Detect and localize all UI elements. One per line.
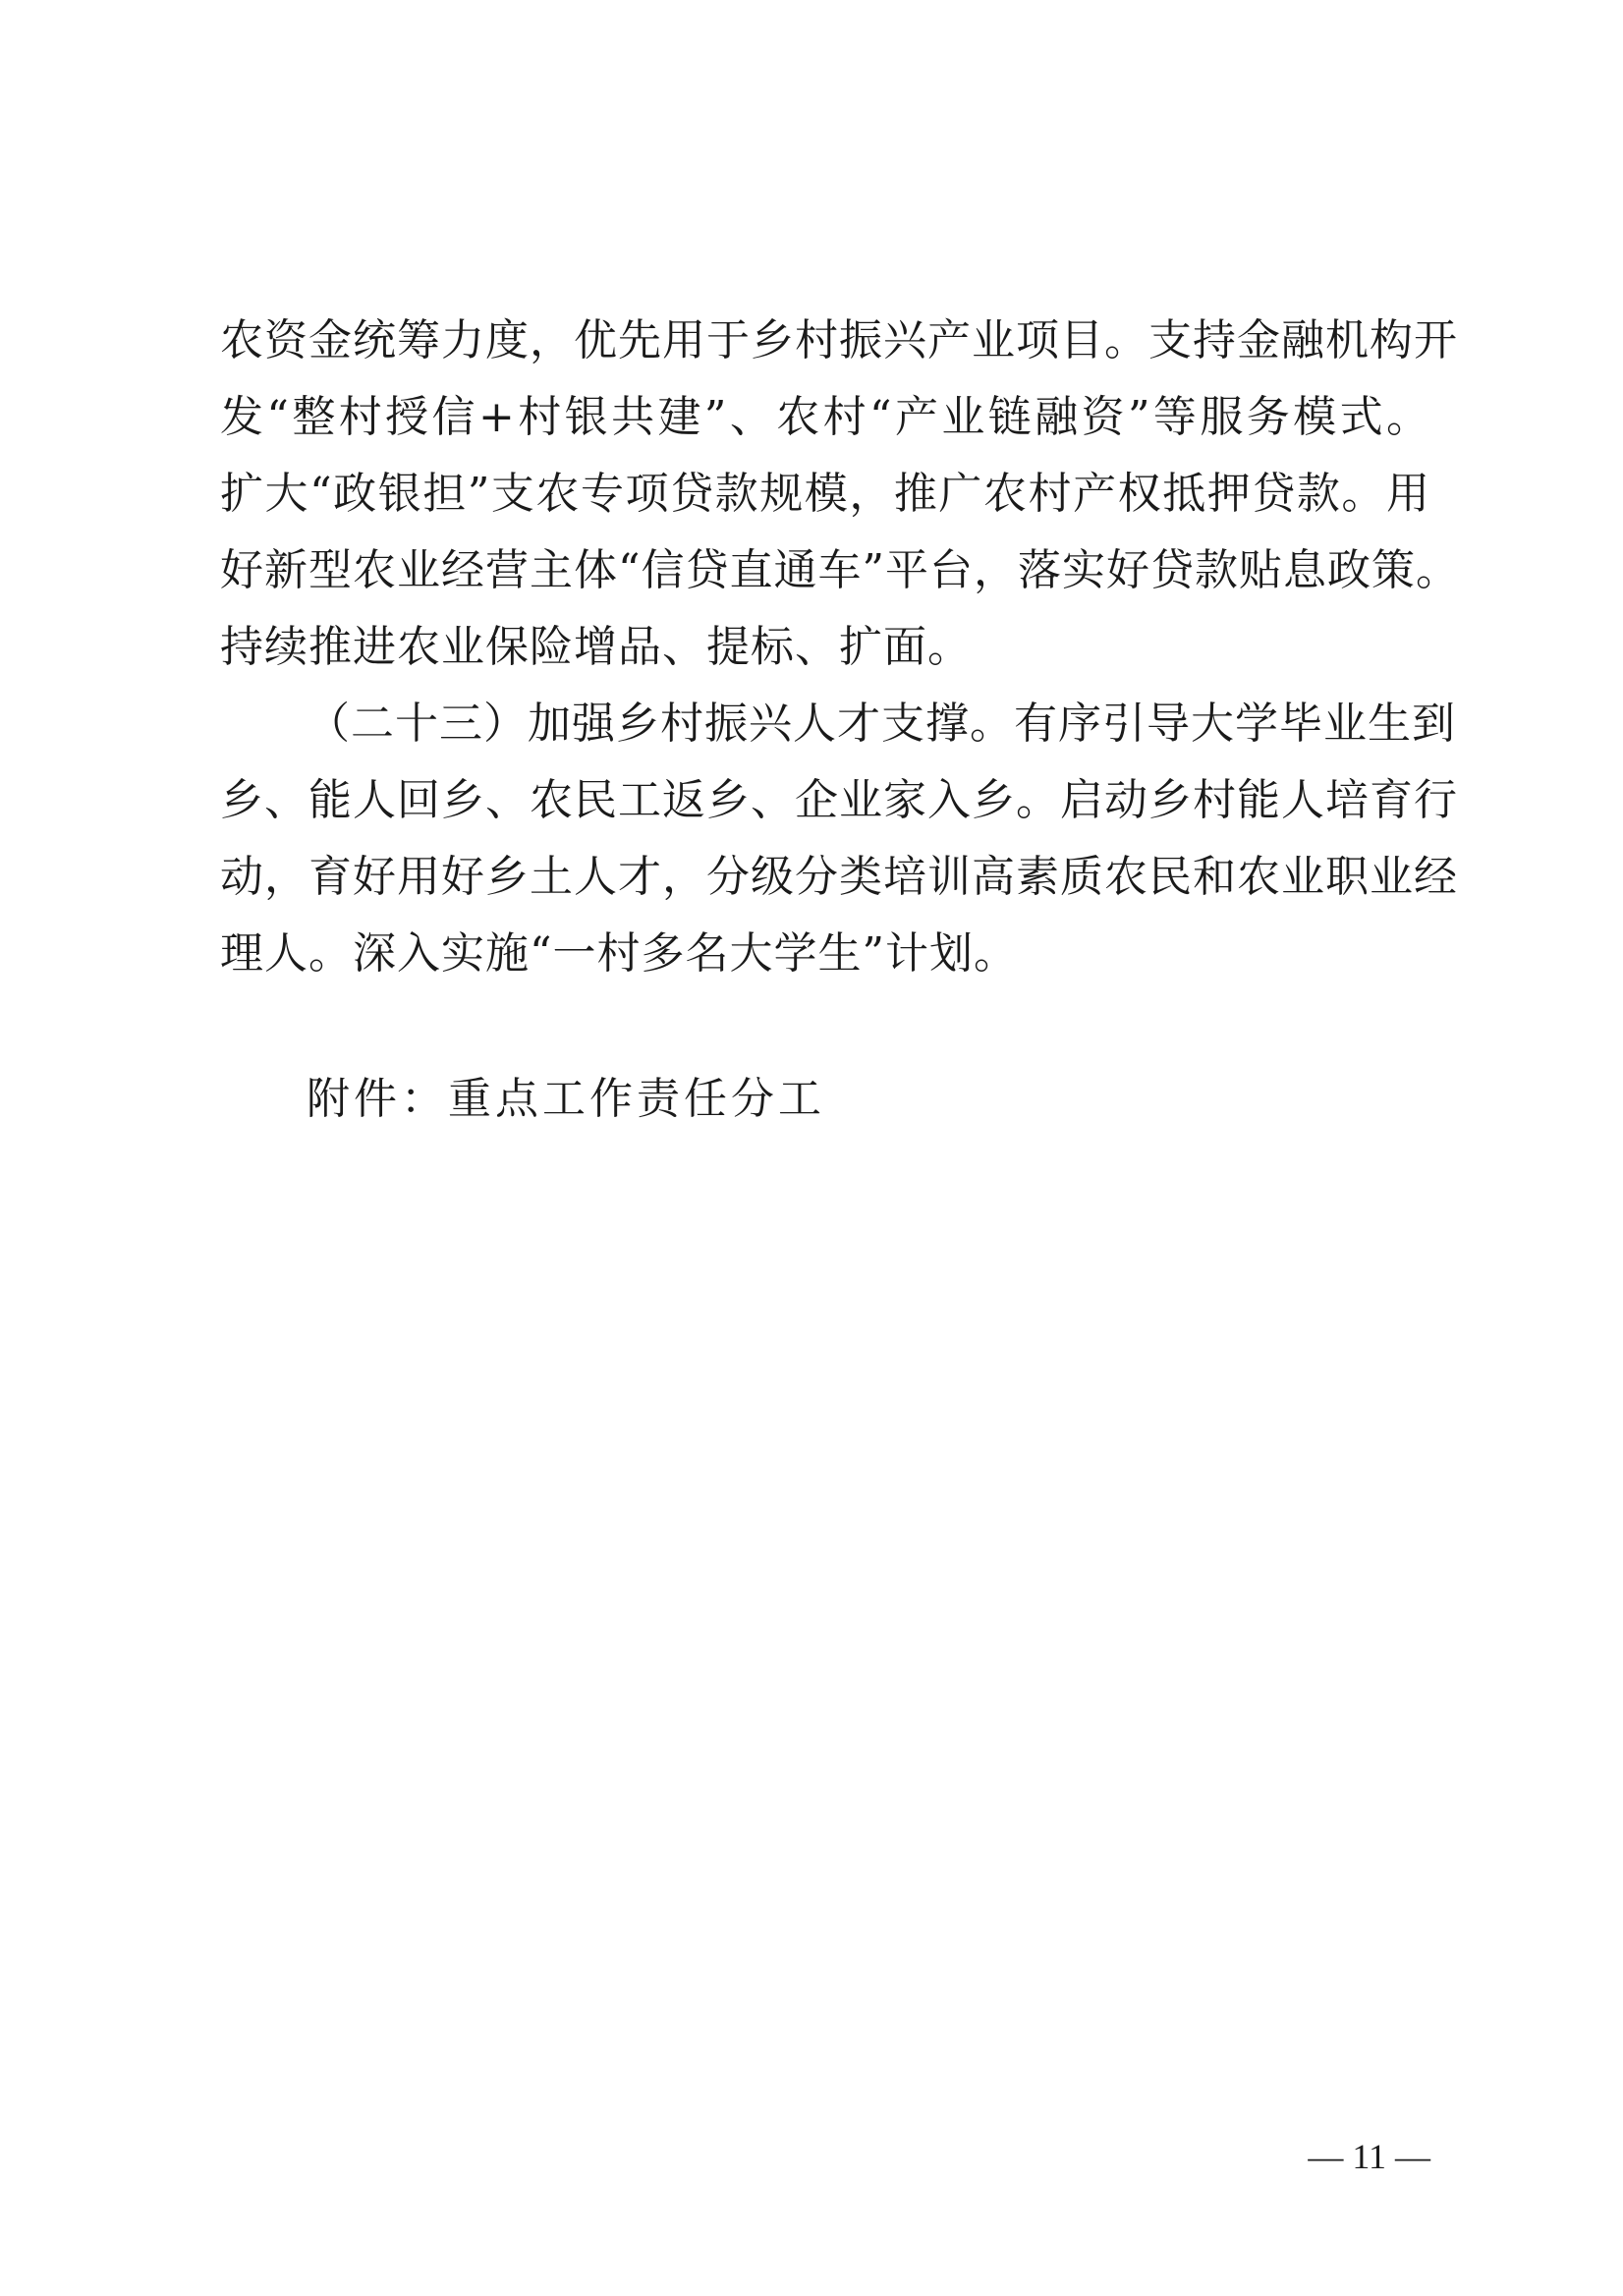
text-line: 理人。深入实施“一村多名大学生”计划。 (220, 928, 1018, 979)
text-line: 发“整村授信+村银共建”、农村“产业链融资”等服务模式。 (220, 392, 1430, 442)
body-text (220, 303, 1460, 992)
paragraph-talent-support (220, 686, 1458, 992)
text-line: 动，育好用好乡土人才，分级分类培训高素质农民和农业职业经 (220, 852, 1458, 902)
paragraph-financial-support (220, 303, 1460, 686)
text-line: （二十三）加强乡村振兴人才支撑。有序引导大学毕业生到 (307, 699, 1456, 749)
text-line: 好新型农业经营主体“信贷直通车”平台，落实好贷款贴息政策。 (220, 545, 1460, 595)
text-line: 持续推进农业保险增品、提标、扩面。 (220, 622, 972, 672)
attachment-note: 附件：重点工作责任分工 (307, 1074, 825, 1124)
text-line: 农资金统筹力度，优先用于乡村振兴产业项目。支持金融机构开 (220, 315, 1458, 365)
page-number: — 11 — (1308, 2137, 1430, 2176)
text-line: 乡、能人回乡、农民工返乡、企业家入乡。启动乡村能人培育行 (220, 775, 1458, 825)
text-line: 扩大“政银担”支农专项贷款规模，推广农村产权抵押贷款。用 (220, 469, 1430, 519)
